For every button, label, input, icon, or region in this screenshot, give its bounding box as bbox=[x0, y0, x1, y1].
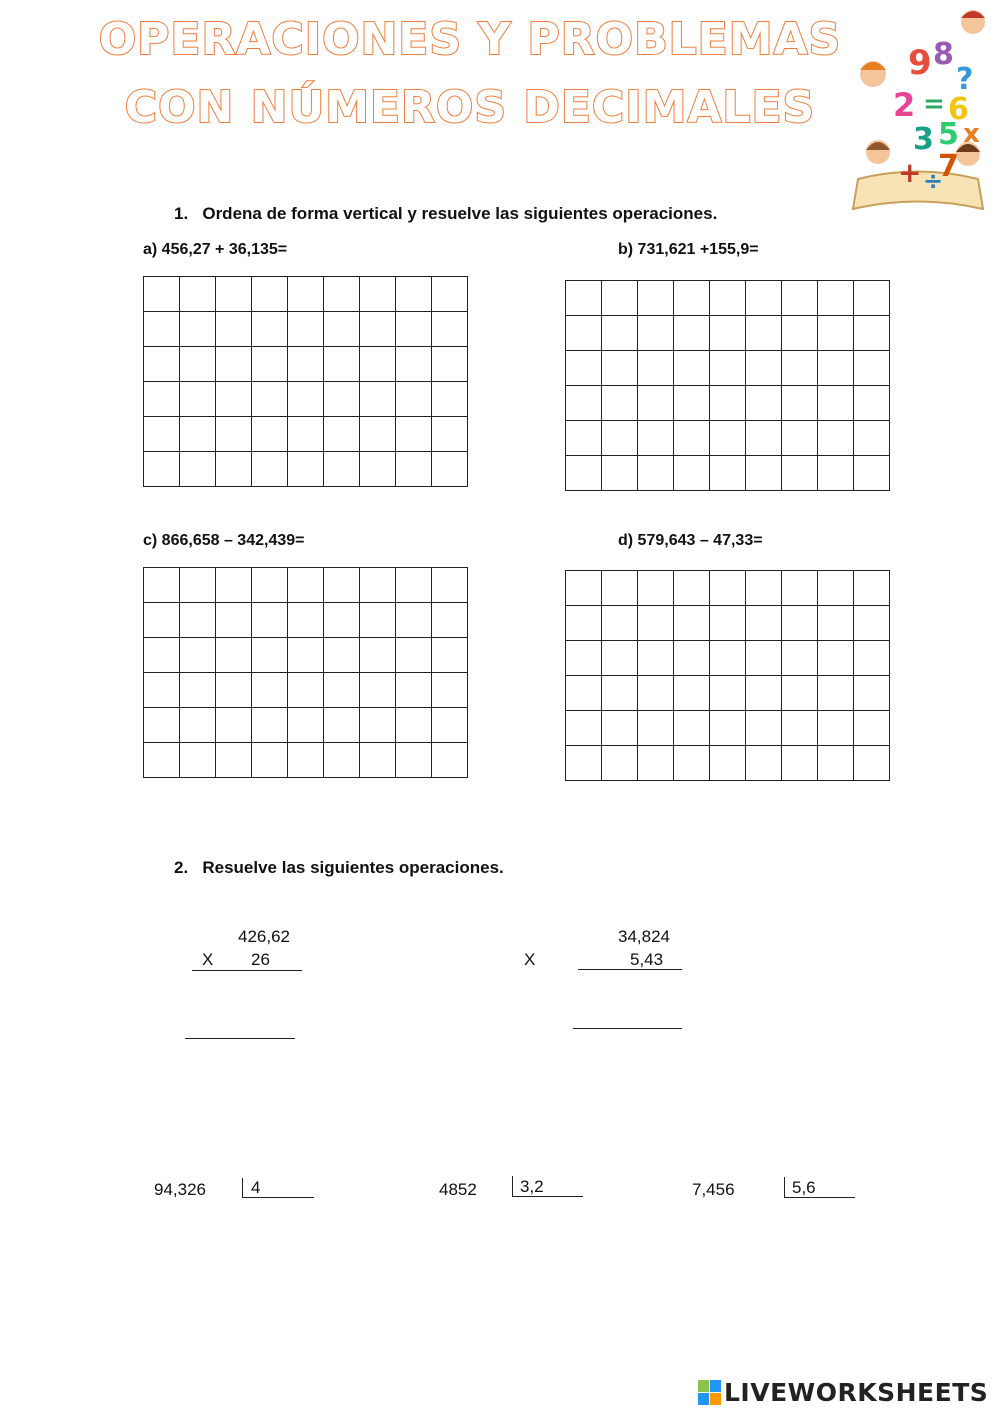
multiplication-2-result-rule[interactable] bbox=[573, 1028, 682, 1029]
grid-cell[interactable] bbox=[216, 568, 252, 603]
grid-cell[interactable] bbox=[674, 746, 710, 781]
grid-cell[interactable] bbox=[710, 571, 746, 606]
grid-cell[interactable] bbox=[710, 606, 746, 641]
grid-cell[interactable] bbox=[288, 568, 324, 603]
grid-row bbox=[144, 638, 468, 673]
grid-cell[interactable] bbox=[782, 316, 818, 351]
grid-row bbox=[144, 312, 468, 347]
grid-cell[interactable] bbox=[602, 456, 638, 491]
grid-cell[interactable] bbox=[180, 743, 216, 778]
grid-cell[interactable] bbox=[360, 638, 396, 673]
grid-cell[interactable] bbox=[360, 708, 396, 743]
grid-row bbox=[566, 676, 890, 711]
grid-cell[interactable] bbox=[854, 606, 890, 641]
grid-cell[interactable] bbox=[432, 452, 468, 487]
grid-cell[interactable] bbox=[180, 277, 216, 312]
grid-cell[interactable] bbox=[854, 351, 890, 386]
grid-cell[interactable] bbox=[566, 456, 602, 491]
grid-cell[interactable] bbox=[782, 676, 818, 711]
grid-row bbox=[144, 708, 468, 743]
grid-cell[interactable] bbox=[396, 708, 432, 743]
grid-cell[interactable] bbox=[180, 312, 216, 347]
grid-cell[interactable] bbox=[566, 676, 602, 711]
multiplication-2-rule bbox=[578, 969, 682, 970]
grid-cell[interactable] bbox=[782, 281, 818, 316]
liveworksheets-brand: LIVEWORKSHEETS bbox=[724, 1378, 989, 1407]
grid-cell[interactable] bbox=[180, 417, 216, 452]
grid-cell[interactable] bbox=[432, 312, 468, 347]
grid-cell[interactable] bbox=[144, 603, 180, 638]
grid-cell[interactable] bbox=[144, 452, 180, 487]
grid-cell[interactable] bbox=[602, 641, 638, 676]
grid-cell[interactable] bbox=[288, 417, 324, 452]
grid-cell[interactable] bbox=[288, 347, 324, 382]
grid-cell[interactable] bbox=[674, 281, 710, 316]
svg-text:÷: ÷ bbox=[923, 167, 944, 195]
grid-cell[interactable] bbox=[818, 316, 854, 351]
grid-cell[interactable] bbox=[710, 641, 746, 676]
grid-row bbox=[144, 347, 468, 382]
operation-c-label: c) 866,658 – 342,439= bbox=[143, 532, 305, 549]
grid-cell[interactable] bbox=[782, 641, 818, 676]
multiplication-1-sign: X bbox=[202, 950, 214, 969]
grid-cell[interactable] bbox=[854, 421, 890, 456]
grid-cell[interactable] bbox=[288, 743, 324, 778]
grid-row bbox=[566, 421, 890, 456]
grid-row bbox=[144, 743, 468, 778]
grid-cell[interactable] bbox=[854, 676, 890, 711]
grid-cell[interactable] bbox=[746, 281, 782, 316]
grid-cell[interactable] bbox=[746, 641, 782, 676]
grid-cell[interactable] bbox=[602, 386, 638, 421]
grid-cell[interactable] bbox=[180, 382, 216, 417]
grid-cell[interactable] bbox=[396, 638, 432, 673]
grid-row bbox=[144, 382, 468, 417]
grid-cell[interactable] bbox=[638, 421, 674, 456]
grid-cell[interactable] bbox=[396, 743, 432, 778]
grid-cell[interactable] bbox=[360, 417, 396, 452]
grid-cell[interactable] bbox=[360, 673, 396, 708]
grid-row bbox=[566, 386, 890, 421]
grid-cell[interactable] bbox=[674, 316, 710, 351]
grid-cell[interactable] bbox=[782, 711, 818, 746]
grid-cell[interactable] bbox=[710, 711, 746, 746]
svg-text:3: 3 bbox=[913, 122, 934, 157]
grid-cell[interactable] bbox=[360, 568, 396, 603]
grid-cell[interactable] bbox=[144, 638, 180, 673]
grid-cell[interactable] bbox=[638, 456, 674, 491]
multiplication-1-rule bbox=[192, 970, 302, 971]
svg-text:2: 2 bbox=[893, 86, 916, 124]
grid-cell[interactable] bbox=[818, 281, 854, 316]
grid-cell[interactable] bbox=[216, 638, 252, 673]
operation-a-label: a) 456,27 + 36,135= bbox=[143, 241, 288, 258]
grid-cell[interactable] bbox=[746, 421, 782, 456]
grid-cell[interactable] bbox=[602, 676, 638, 711]
grid-cell[interactable] bbox=[252, 743, 288, 778]
grid-cell[interactable] bbox=[288, 312, 324, 347]
grid-cell[interactable] bbox=[360, 382, 396, 417]
grid-cell[interactable] bbox=[324, 673, 360, 708]
division-2-bracket bbox=[512, 1176, 513, 1196]
multiplication-2-bottom: 5,43 bbox=[630, 950, 664, 969]
grid-cell[interactable] bbox=[638, 676, 674, 711]
grid-cell[interactable] bbox=[602, 571, 638, 606]
division-2-divisor: 3,2 bbox=[520, 1177, 544, 1196]
multiplication-1-top: 426,62 bbox=[238, 927, 290, 946]
section-2-heading: 2. Resuelve las siguientes operaciones. bbox=[174, 858, 504, 877]
grid-cell[interactable] bbox=[432, 673, 468, 708]
svg-text:7: 7 bbox=[938, 149, 959, 184]
grid-cell[interactable] bbox=[324, 568, 360, 603]
grid-cell[interactable] bbox=[252, 708, 288, 743]
grid-cell[interactable] bbox=[602, 746, 638, 781]
grid-cell[interactable] bbox=[566, 746, 602, 781]
grid-cell[interactable] bbox=[216, 743, 252, 778]
svg-text:=: = bbox=[923, 89, 945, 119]
grid-cell[interactable] bbox=[216, 603, 252, 638]
grid-cell[interactable] bbox=[818, 641, 854, 676]
grid-cell[interactable] bbox=[216, 708, 252, 743]
grid-cell[interactable] bbox=[818, 386, 854, 421]
grid-row bbox=[566, 746, 890, 781]
liveworksheets-logo-icon bbox=[698, 1380, 722, 1406]
grid-cell[interactable] bbox=[710, 676, 746, 711]
division-1-dividend: 94,326 bbox=[154, 1180, 206, 1199]
grid-cell[interactable] bbox=[180, 452, 216, 487]
grid-cell[interactable] bbox=[854, 316, 890, 351]
grid-row bbox=[566, 571, 890, 606]
grid-cell[interactable] bbox=[324, 382, 360, 417]
grid-cell[interactable] bbox=[746, 711, 782, 746]
grid-cell[interactable] bbox=[144, 417, 180, 452]
grid-row bbox=[144, 603, 468, 638]
grid-cell[interactable] bbox=[782, 746, 818, 781]
grid-cell[interactable] bbox=[288, 603, 324, 638]
grid-cell[interactable] bbox=[674, 606, 710, 641]
grid-cell[interactable] bbox=[252, 277, 288, 312]
liveworksheets-logo bbox=[698, 1378, 988, 1407]
page-title-line-1: OPERACIONES Y PROBLEMAS bbox=[98, 14, 842, 65]
multiplication-1-result-rule[interactable] bbox=[185, 1038, 295, 1039]
grid-cell[interactable] bbox=[360, 603, 396, 638]
grid-row bbox=[144, 568, 468, 603]
answer-grid-a[interactable] bbox=[143, 276, 468, 487]
grid-cell[interactable] bbox=[216, 417, 252, 452]
grid-cell[interactable] bbox=[818, 421, 854, 456]
grid-cell[interactable] bbox=[288, 673, 324, 708]
grid-cell[interactable] bbox=[324, 452, 360, 487]
svg-text:6: 6 bbox=[948, 92, 969, 127]
grid-cell[interactable] bbox=[854, 641, 890, 676]
grid-cell[interactable] bbox=[324, 743, 360, 778]
grid-row bbox=[144, 452, 468, 487]
grid-cell[interactable] bbox=[638, 351, 674, 386]
grid-cell[interactable] bbox=[710, 281, 746, 316]
grid-cell[interactable] bbox=[252, 312, 288, 347]
grid-cell[interactable] bbox=[180, 568, 216, 603]
grid-cell[interactable] bbox=[432, 277, 468, 312]
grid-cell[interactable] bbox=[252, 603, 288, 638]
grid-cell[interactable] bbox=[638, 571, 674, 606]
svg-text:?: ? bbox=[956, 62, 974, 97]
division-2-dividend: 4852 bbox=[439, 1180, 477, 1199]
grid-cell[interactable] bbox=[180, 638, 216, 673]
grid-cell[interactable] bbox=[638, 711, 674, 746]
grid-cell[interactable] bbox=[144, 382, 180, 417]
grid-cell[interactable] bbox=[566, 606, 602, 641]
division-3-dividend: 7,456 bbox=[692, 1180, 735, 1199]
grid-cell[interactable] bbox=[566, 641, 602, 676]
grid-cell[interactable] bbox=[396, 382, 432, 417]
grid-cell[interactable] bbox=[432, 603, 468, 638]
grid-cell[interactable] bbox=[638, 316, 674, 351]
grid-row bbox=[566, 316, 890, 351]
grid-cell[interactable] bbox=[746, 386, 782, 421]
grid-cell[interactable] bbox=[854, 456, 890, 491]
operation-b-label: b) 731,621 +155,9= bbox=[618, 241, 759, 258]
page-title-line-2: CON NÚMEROS DECIMALES bbox=[124, 82, 816, 133]
grid-cell[interactable] bbox=[674, 386, 710, 421]
multiplication-1-bottom: 26 bbox=[251, 950, 270, 969]
grid-cell[interactable] bbox=[360, 452, 396, 487]
grid-cell[interactable] bbox=[144, 312, 180, 347]
grid-cell[interactable] bbox=[396, 568, 432, 603]
grid-cell[interactable] bbox=[818, 456, 854, 491]
grid-cell[interactable] bbox=[216, 277, 252, 312]
grid-cell[interactable] bbox=[216, 673, 252, 708]
grid-cell[interactable] bbox=[674, 421, 710, 456]
division-3-bracket bbox=[784, 1177, 785, 1197]
grid-row bbox=[566, 281, 890, 316]
grid-cell[interactable] bbox=[566, 571, 602, 606]
grid-cell[interactable] bbox=[782, 571, 818, 606]
grid-cell[interactable] bbox=[216, 452, 252, 487]
grid-cell[interactable] bbox=[638, 386, 674, 421]
grid-row bbox=[144, 277, 468, 312]
grid-cell[interactable] bbox=[324, 638, 360, 673]
grid-cell[interactable] bbox=[432, 568, 468, 603]
grid-cell[interactable] bbox=[782, 456, 818, 491]
answer-grid-d[interactable] bbox=[565, 570, 890, 781]
grid-cell[interactable] bbox=[782, 421, 818, 456]
grid-cell[interactable] bbox=[854, 571, 890, 606]
grid-row bbox=[144, 673, 468, 708]
svg-text:9: 9 bbox=[908, 43, 932, 83]
grid-cell[interactable] bbox=[396, 417, 432, 452]
grid-cell[interactable] bbox=[396, 277, 432, 312]
grid-cell[interactable] bbox=[144, 708, 180, 743]
grid-row bbox=[566, 456, 890, 491]
division-3-divisor: 5,6 bbox=[792, 1178, 816, 1197]
grid-row bbox=[566, 641, 890, 676]
grid-cell[interactable] bbox=[710, 421, 746, 456]
grid-cell[interactable] bbox=[180, 347, 216, 382]
grid-cell[interactable] bbox=[252, 382, 288, 417]
kids-numbers-illustration bbox=[838, 4, 998, 214]
grid-cell[interactable] bbox=[818, 571, 854, 606]
grid-row bbox=[144, 417, 468, 452]
operation-d-label: d) 579,643 – 47,33= bbox=[618, 532, 763, 549]
grid-cell[interactable] bbox=[324, 417, 360, 452]
grid-cell[interactable] bbox=[674, 571, 710, 606]
grid-cell[interactable] bbox=[144, 673, 180, 708]
grid-cell[interactable] bbox=[396, 347, 432, 382]
grid-cell[interactable] bbox=[602, 421, 638, 456]
grid-cell[interactable] bbox=[710, 386, 746, 421]
grid-cell[interactable] bbox=[432, 382, 468, 417]
grid-row bbox=[566, 351, 890, 386]
multiplication-2-top: 34,824 bbox=[618, 927, 670, 946]
grid-cell[interactable] bbox=[360, 347, 396, 382]
grid-cell[interactable] bbox=[674, 456, 710, 491]
grid-cell[interactable] bbox=[566, 386, 602, 421]
grid-cell[interactable] bbox=[252, 452, 288, 487]
grid-cell[interactable] bbox=[288, 382, 324, 417]
grid-cell[interactable] bbox=[854, 386, 890, 421]
grid-cell[interactable] bbox=[566, 351, 602, 386]
grid-cell[interactable] bbox=[566, 281, 602, 316]
grid-cell[interactable] bbox=[324, 347, 360, 382]
grid-cell[interactable] bbox=[818, 351, 854, 386]
grid-cell[interactable] bbox=[710, 746, 746, 781]
grid-cell[interactable] bbox=[818, 606, 854, 641]
grid-cell[interactable] bbox=[180, 673, 216, 708]
svg-text:5: 5 bbox=[938, 117, 959, 152]
grid-row bbox=[566, 711, 890, 746]
grid-cell[interactable] bbox=[818, 676, 854, 711]
grid-cell[interactable] bbox=[324, 603, 360, 638]
grid-cell[interactable] bbox=[566, 711, 602, 746]
grid-cell[interactable] bbox=[396, 452, 432, 487]
grid-cell[interactable] bbox=[252, 347, 288, 382]
grid-cell[interactable] bbox=[602, 351, 638, 386]
grid-cell[interactable] bbox=[216, 347, 252, 382]
grid-cell[interactable] bbox=[746, 606, 782, 641]
grid-cell[interactable] bbox=[252, 638, 288, 673]
grid-cell[interactable] bbox=[746, 351, 782, 386]
division-1-bracket bbox=[242, 1178, 243, 1198]
grid-cell[interactable] bbox=[602, 711, 638, 746]
grid-cell[interactable] bbox=[782, 351, 818, 386]
grid-cell[interactable] bbox=[288, 708, 324, 743]
grid-cell[interactable] bbox=[432, 417, 468, 452]
grid-cell[interactable] bbox=[360, 312, 396, 347]
grid-cell[interactable] bbox=[252, 673, 288, 708]
grid-cell[interactable] bbox=[288, 277, 324, 312]
grid-cell[interactable] bbox=[216, 382, 252, 417]
grid-cell[interactable] bbox=[602, 281, 638, 316]
grid-cell[interactable] bbox=[602, 316, 638, 351]
grid-cell[interactable] bbox=[180, 708, 216, 743]
grid-cell[interactable] bbox=[432, 743, 468, 778]
grid-cell[interactable] bbox=[674, 676, 710, 711]
grid-cell[interactable] bbox=[252, 417, 288, 452]
grid-cell[interactable] bbox=[854, 746, 890, 781]
grid-cell[interactable] bbox=[144, 277, 180, 312]
grid-cell[interactable] bbox=[710, 351, 746, 386]
grid-cell[interactable] bbox=[432, 708, 468, 743]
grid-cell[interactable] bbox=[396, 312, 432, 347]
grid-cell[interactable] bbox=[710, 456, 746, 491]
answer-grid-b[interactable] bbox=[565, 280, 890, 491]
division-1-divisor: 4 bbox=[251, 1178, 261, 1197]
grid-cell[interactable] bbox=[710, 316, 746, 351]
grid-cell[interactable] bbox=[396, 603, 432, 638]
grid-cell[interactable] bbox=[432, 347, 468, 382]
grid-cell[interactable] bbox=[782, 386, 818, 421]
grid-cell[interactable] bbox=[746, 676, 782, 711]
grid-cell[interactable] bbox=[746, 746, 782, 781]
section-1-heading: 1. Ordena de forma vertical y resuelve las siguientes operaciones. bbox=[174, 204, 718, 223]
grid-cell[interactable] bbox=[674, 711, 710, 746]
grid-cell[interactable] bbox=[324, 277, 360, 312]
grid-cell[interactable] bbox=[216, 312, 252, 347]
grid-cell[interactable] bbox=[674, 641, 710, 676]
svg-text:x: x bbox=[963, 119, 980, 149]
grid-cell[interactable] bbox=[288, 452, 324, 487]
grid-row bbox=[566, 606, 890, 641]
grid-cell[interactable] bbox=[818, 711, 854, 746]
grid-cell[interactable] bbox=[324, 708, 360, 743]
svg-text:8: 8 bbox=[933, 37, 954, 72]
grid-cell[interactable] bbox=[746, 571, 782, 606]
grid-cell[interactable] bbox=[324, 312, 360, 347]
grid-cell[interactable] bbox=[360, 277, 396, 312]
grid-cell[interactable] bbox=[252, 568, 288, 603]
grid-cell[interactable] bbox=[396, 673, 432, 708]
grid-cell[interactable] bbox=[818, 746, 854, 781]
grid-cell[interactable] bbox=[180, 603, 216, 638]
grid-cell[interactable] bbox=[854, 281, 890, 316]
grid-cell[interactable] bbox=[638, 746, 674, 781]
grid-cell[interactable] bbox=[566, 421, 602, 456]
grid-cell[interactable] bbox=[638, 641, 674, 676]
grid-cell[interactable] bbox=[782, 606, 818, 641]
svg-text:+: + bbox=[898, 156, 922, 189]
grid-cell[interactable] bbox=[566, 316, 602, 351]
grid-cell[interactable] bbox=[144, 568, 180, 603]
grid-cell[interactable] bbox=[674, 351, 710, 386]
grid-cell[interactable] bbox=[144, 347, 180, 382]
grid-cell[interactable] bbox=[854, 711, 890, 746]
grid-cell[interactable] bbox=[746, 316, 782, 351]
grid-cell[interactable] bbox=[360, 743, 396, 778]
grid-cell[interactable] bbox=[638, 606, 674, 641]
grid-cell[interactable] bbox=[288, 638, 324, 673]
grid-cell[interactable] bbox=[602, 606, 638, 641]
grid-cell[interactable] bbox=[144, 743, 180, 778]
multiplication-2-sign: X bbox=[524, 950, 536, 969]
grid-cell[interactable] bbox=[746, 456, 782, 491]
answer-grid-c[interactable] bbox=[143, 567, 468, 778]
grid-cell[interactable] bbox=[432, 638, 468, 673]
grid-cell[interactable] bbox=[638, 281, 674, 316]
